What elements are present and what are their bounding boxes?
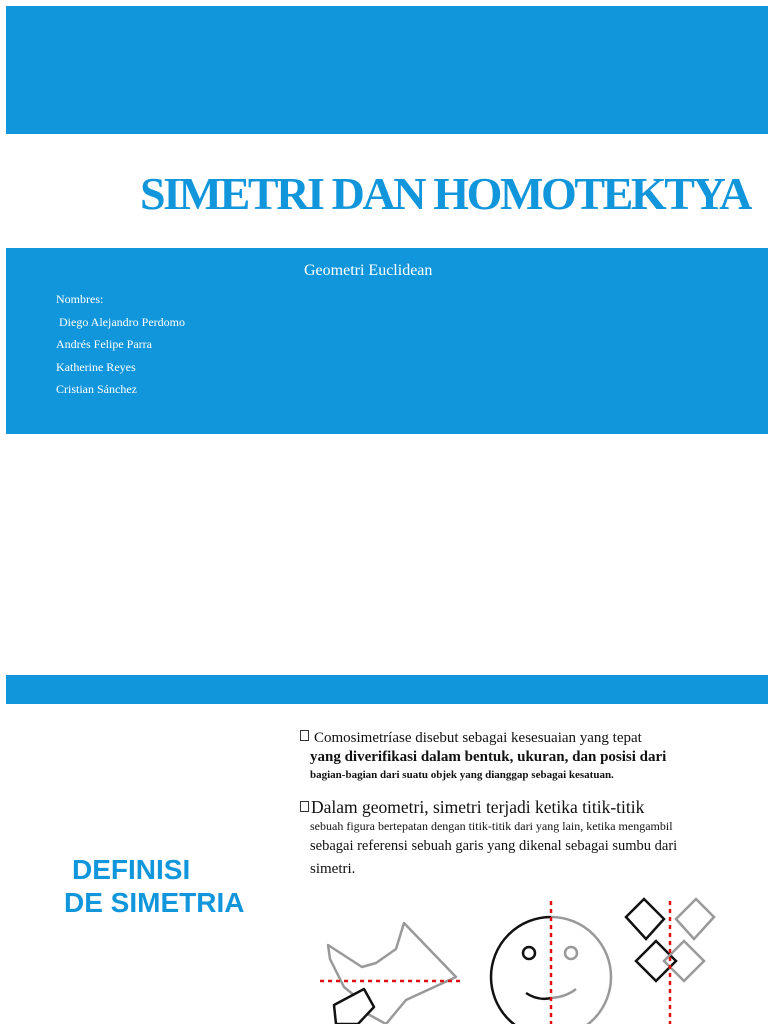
author-name: Andrés Felipe Parra: [56, 337, 152, 352]
definition-paragraph: [300, 728, 760, 783]
heading-line: DEFINISI: [72, 854, 191, 885]
definition-slide: [6, 675, 768, 1024]
bullet-icon: [300, 801, 309, 812]
slide-header-bar: [6, 675, 768, 704]
slide-title: SIMETRI DAN HOMOTEKTYA: [139, 168, 750, 219]
heading-line: DE SIMETRIA: [64, 887, 245, 918]
paragraph-text: sebagai referensi sebuah garis yang dikenal sebagai sumbu dari: [310, 838, 678, 854]
author-name: Cristian Sánchez: [56, 382, 137, 397]
title-band: [6, 134, 768, 248]
symmetry-figures: [316, 897, 746, 1024]
author-list: [56, 288, 185, 401]
names-label: Nombres:: [56, 292, 104, 306]
geometry-paragraph: [300, 796, 760, 880]
paragraph-text: sebuah figura bertepatan dengan titik-titik dari yang lain, ketika mengambil: [310, 819, 673, 833]
smiley-face-icon: [491, 901, 611, 1024]
author-name: Katherine Reyes: [56, 359, 136, 374]
diamond-squares-icon: [626, 899, 714, 1024]
paragraph-text: yang diverifikasi dalam bentuk, ukuran, dan posisi dari: [310, 749, 667, 765]
paragraph-text: simetri.: [310, 861, 356, 877]
slide-heading: [64, 853, 244, 919]
paragraph-text: Dalam geometri, simetri terjadi ketika titik-titik: [311, 797, 645, 817]
title-slide: [6, 6, 768, 434]
author-name: Diego Alejandro Perdomo: [59, 314, 185, 329]
slide-subtitle: Geometri Euclidean: [304, 262, 433, 279]
arrow-shape-icon: [320, 923, 464, 1024]
paragraph-text: bagian-bagian dari suatu objek yang dianggap sebagai kesatuan.: [310, 769, 614, 781]
bullet-icon: [300, 730, 309, 741]
paragraph-text: Comosimetríase disebut sebagai kesesuaian yang tepat: [314, 730, 642, 746]
